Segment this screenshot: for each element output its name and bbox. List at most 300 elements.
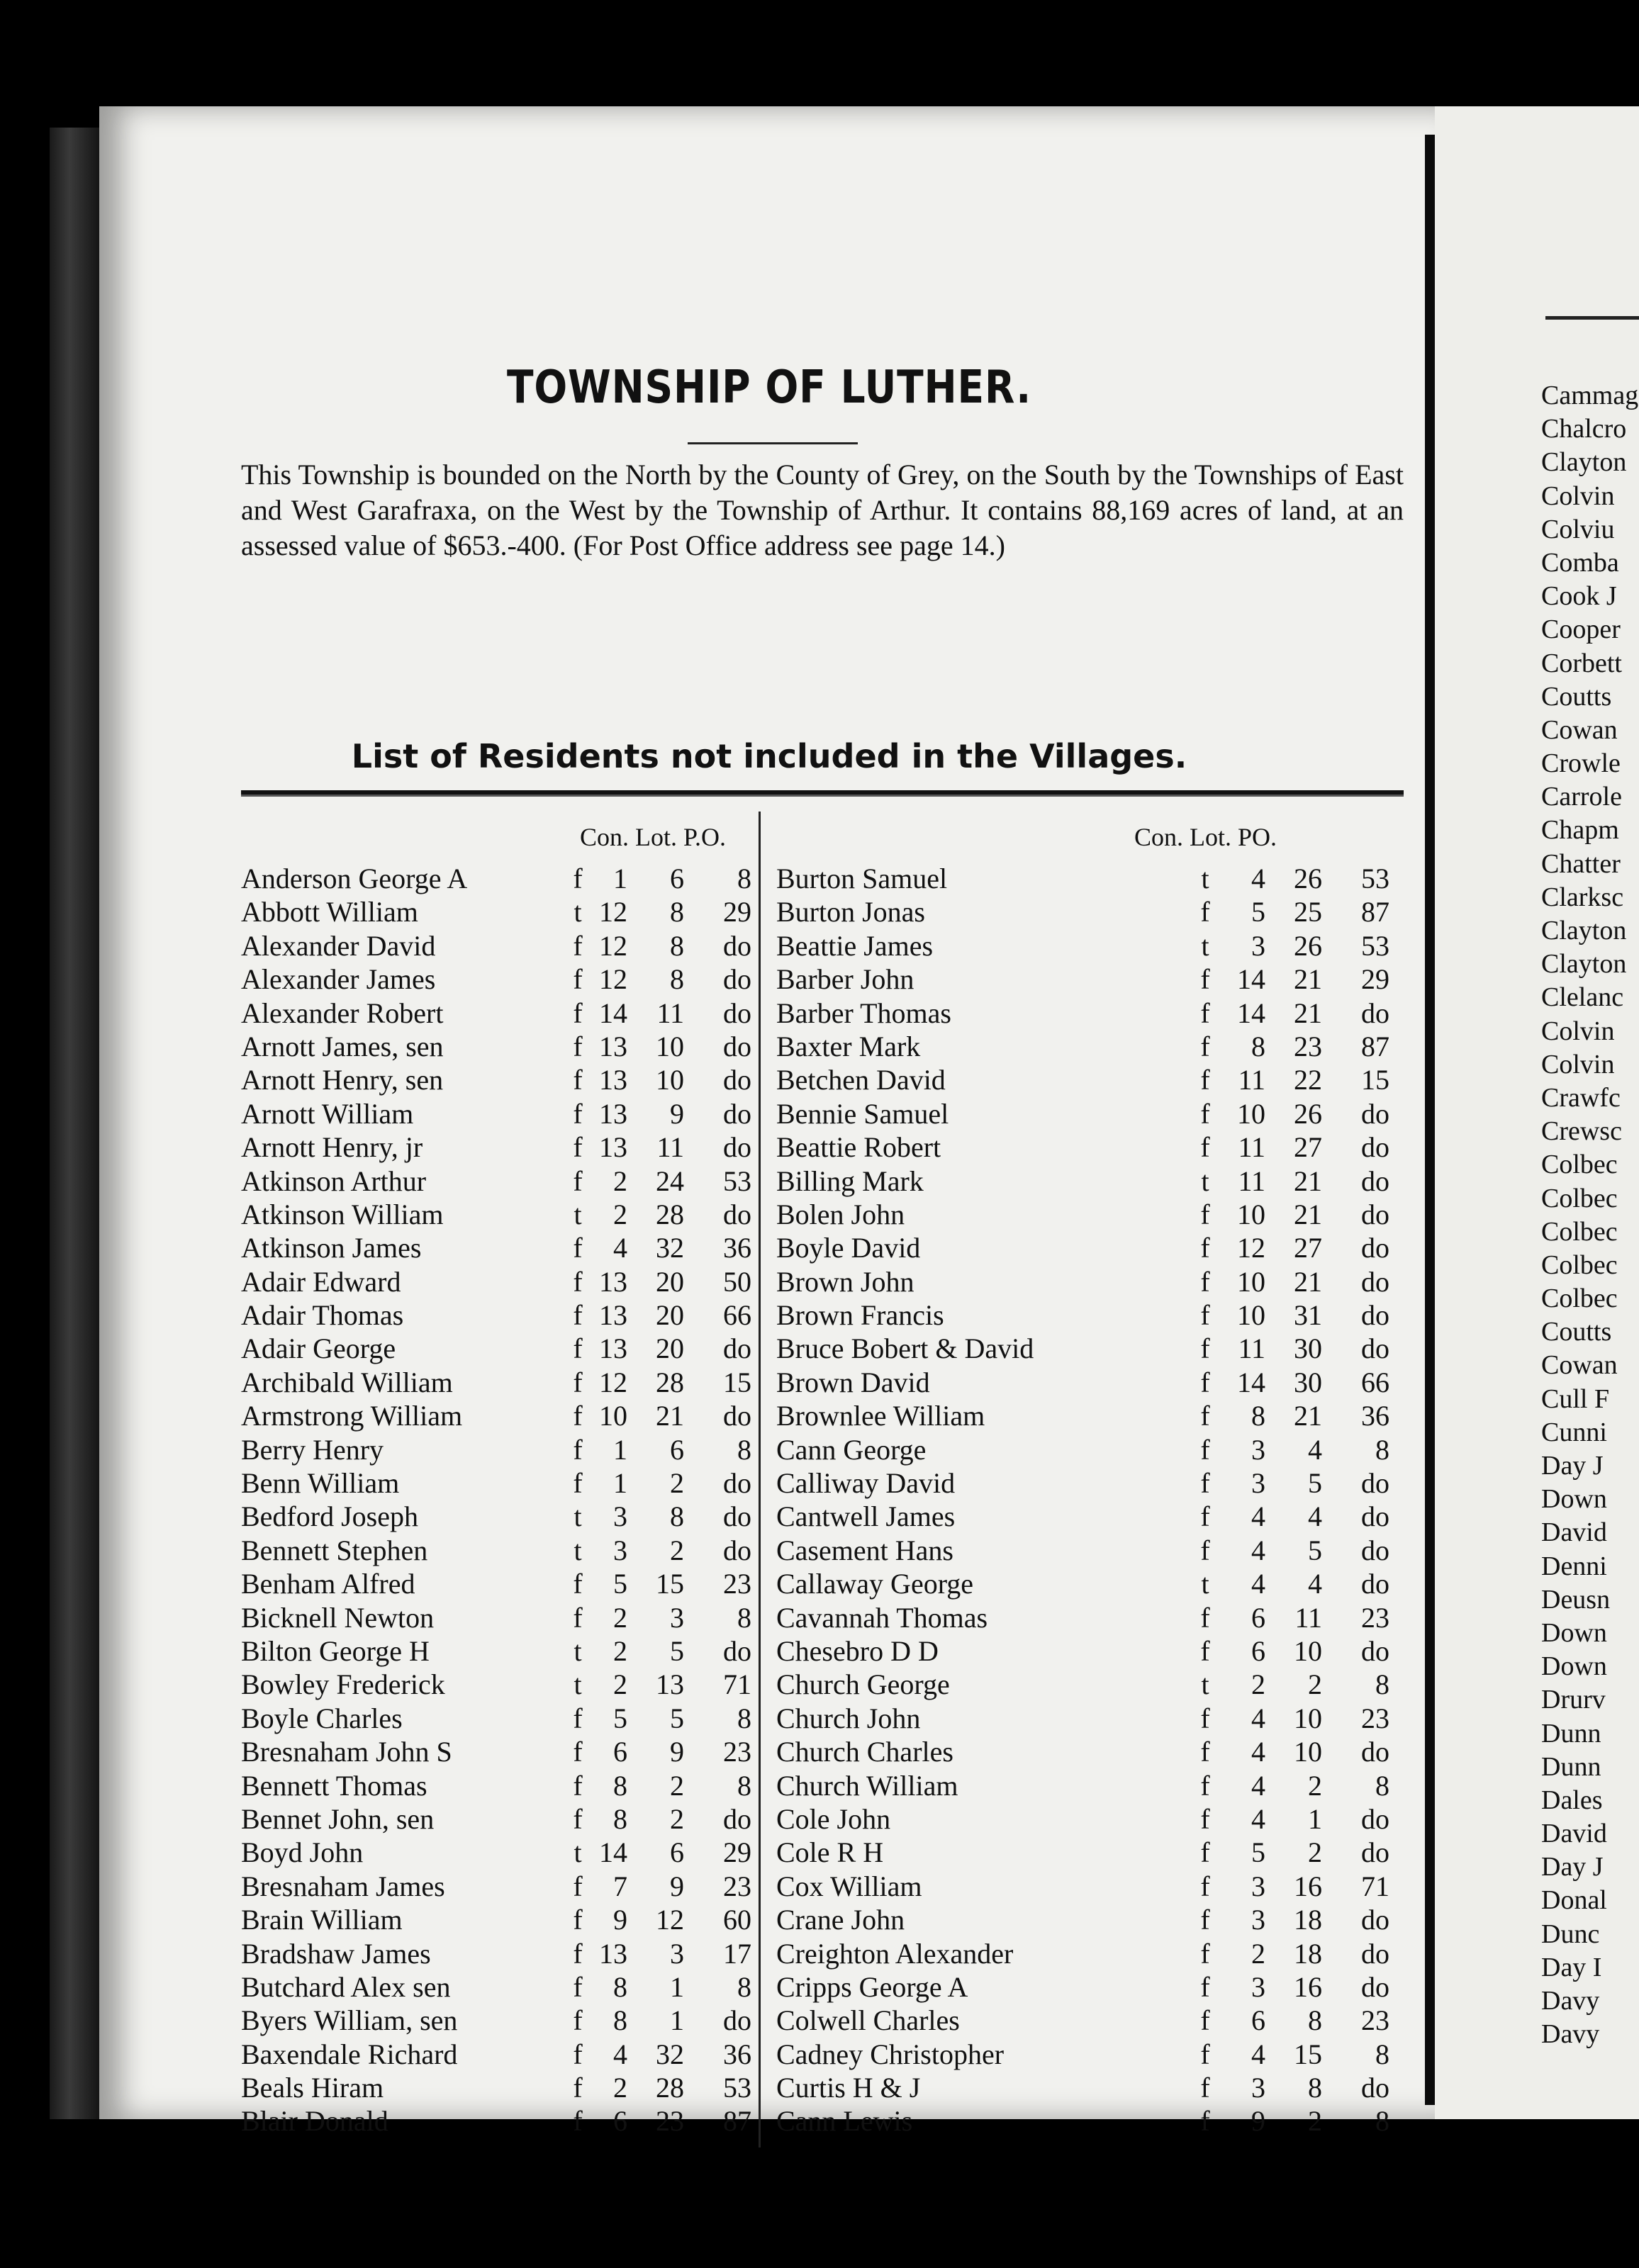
lot-number: 8 — [1308, 2072, 1322, 2104]
tenure-code: f — [1200, 1870, 1210, 1902]
facing-page-entry: Coutts — [1541, 681, 1612, 712]
facing-page-entry: Colbec — [1541, 1183, 1618, 1213]
facing-page-entry: Clayton — [1541, 949, 1627, 979]
resident-name: Byers William, sen — [241, 2004, 458, 2037]
concession-number: 6 — [613, 2105, 627, 2138]
facing-page-entry: Dunn — [1541, 1718, 1601, 1748]
facing-page-entry: Coutts — [1541, 1317, 1612, 1347]
concession-number: 14 — [1237, 963, 1265, 996]
title-rule — [688, 442, 858, 444]
concession-number: 4 — [1251, 1534, 1265, 1566]
resident-row — [241, 1702, 751, 1735]
list-subtitle: List of Residents not included in the Villages. — [351, 737, 1187, 775]
tenure-code: t — [574, 1198, 582, 1230]
resident-name: Cann Lewis — [776, 2105, 913, 2138]
post-office-number: do — [1361, 1299, 1389, 1332]
concession-number: 14 — [599, 1836, 627, 1869]
resident-name: Anderson George A — [241, 863, 468, 894]
subtitle-rule — [241, 790, 1404, 797]
tenure-code: f — [573, 2072, 583, 2104]
post-office-number: 23 — [1361, 1601, 1389, 1634]
post-office-number: 23 — [1361, 2004, 1389, 2037]
post-office-number: 29 — [723, 1836, 751, 1869]
tenure-code: f — [573, 1064, 583, 1096]
tenure-code: t — [574, 1500, 582, 1533]
facing-page-entry: Colvin — [1541, 1016, 1615, 1046]
resident-row — [776, 929, 1400, 962]
facing-page-list — [1541, 379, 1638, 2051]
post-office-number: 50 — [723, 1265, 751, 1298]
concession-number: 4 — [613, 2038, 627, 2070]
resident-name: Church Charles — [776, 1736, 953, 1768]
left-resident-list — [241, 862, 751, 2138]
tenure-code: f — [573, 1232, 583, 1264]
resident-row — [241, 1399, 751, 1432]
tenure-code: f — [1200, 997, 1210, 1029]
lot-number: 2 — [670, 1802, 684, 1835]
tenure-code: f — [573, 2004, 583, 2037]
tenure-code: f — [1200, 1736, 1210, 1768]
resident-row — [776, 1332, 1400, 1365]
resident-row — [776, 1433, 1400, 1466]
post-office-number: 36 — [723, 1232, 751, 1264]
resident-row — [241, 1030, 751, 1063]
resident-name: Calliway David — [776, 1467, 956, 1500]
concession-number: 13 — [599, 1937, 627, 1970]
resident-row — [776, 1198, 1400, 1231]
facing-page-entry: Dales — [1541, 1785, 1603, 1815]
resident-row — [241, 895, 751, 928]
column-divider — [759, 812, 761, 2148]
resident-row — [241, 862, 751, 895]
concession-number: 9 — [613, 1904, 627, 1936]
post-office-number: 8 — [737, 1769, 751, 1802]
resident-name: Boyle Charles — [241, 1702, 403, 1734]
lot-number: 6 — [670, 1836, 684, 1869]
facing-page-entry: Davy — [1541, 2019, 1600, 2050]
facing-page-entry: Colvin — [1541, 481, 1615, 511]
lot-number: 10 — [1294, 1702, 1322, 1734]
resident-row — [241, 1466, 751, 1500]
tenure-code: t — [574, 896, 582, 928]
resident-name: Brain William — [241, 1904, 403, 1936]
lot-number: 4 — [1308, 1568, 1322, 1600]
resident-name: Cantwell James — [776, 1500, 956, 1533]
resident-name: Archibald William — [241, 1366, 453, 1398]
facing-page-entry: Clayton — [1541, 447, 1627, 478]
facing-page-entry: Cammag — [1541, 381, 1639, 410]
concession-number: 3 — [1251, 1433, 1265, 1466]
concession-number: 9 — [1251, 2105, 1265, 2138]
resident-name: Cann George — [776, 1433, 927, 1466]
post-office-number: do — [1361, 997, 1389, 1029]
resident-name: Atkinson Arthur — [241, 1164, 427, 1197]
post-office-number: do — [1361, 1265, 1389, 1298]
resident-name: Church John — [776, 1702, 921, 1734]
resident-name: Bicknell Newton — [241, 1601, 435, 1634]
facing-page-entry: David — [1541, 1517, 1607, 1548]
resident-row — [241, 1265, 751, 1298]
facing-page-entry: Crowle — [1541, 748, 1621, 779]
post-office-number: do — [1361, 1802, 1389, 1835]
resident-row — [776, 1970, 1400, 2004]
tenure-code: f — [1200, 896, 1210, 928]
resident-row — [776, 1634, 1400, 1668]
post-office-number: do — [1361, 1332, 1389, 1365]
lot-number: 2 — [1308, 1836, 1322, 1869]
concession-number: 11 — [1238, 1332, 1265, 1365]
concession-number: 8 — [1251, 1400, 1265, 1432]
lot-number: 27 — [1294, 1232, 1322, 1264]
intro-paragraph: This Township is bounded on the North by the County of Grey, on the South by the Townships of East and West Garafraxa, on the West by the Township of Arthur. It contains 88,169 acres of land, at an assessed value of $653.-400. (For Post Office address see page 14.) — [241, 459, 1404, 561]
tenure-code: f — [1200, 1702, 1210, 1734]
resident-row — [776, 1836, 1400, 1869]
resident-name: Church George — [776, 1668, 950, 1701]
lot-number: 4 — [1308, 1500, 1322, 1533]
tenure-code: f — [573, 963, 583, 996]
concession-number: 1 — [613, 863, 627, 894]
post-office-number: 36 — [1361, 1400, 1389, 1432]
post-office-number: do — [1361, 1131, 1389, 1164]
resident-row — [776, 1164, 1400, 1198]
resident-name: Bradshaw James — [241, 1937, 431, 1970]
tenure-code: f — [1200, 1601, 1210, 1634]
resident-name: Arnott Henry, jr — [241, 1131, 423, 1164]
facing-page-entry: Colbec — [1541, 1284, 1618, 1314]
tenure-code: f — [573, 1433, 583, 1466]
concession-number: 2 — [613, 1601, 627, 1634]
post-office-number: 71 — [1361, 1870, 1389, 1902]
resident-name: Arnott William — [241, 1097, 414, 1130]
lot-number: 4 — [1308, 1433, 1322, 1466]
post-office-number: do — [723, 1400, 751, 1432]
resident-name: Butchard Alex sen — [241, 1970, 451, 2003]
resident-row — [776, 1870, 1400, 1903]
resident-row — [776, 1298, 1400, 1332]
resident-row — [241, 1198, 751, 1231]
lot-number: 2 — [670, 1467, 684, 1500]
resident-row — [776, 2004, 1400, 2037]
lot-number: 8 — [670, 929, 684, 962]
post-office-number: 8 — [737, 1970, 751, 2003]
book-binding — [50, 128, 99, 2119]
resident-row — [776, 1130, 1400, 1164]
lot-number: 28 — [656, 2072, 684, 2104]
concession-number: 3 — [613, 1500, 627, 1533]
resident-row — [776, 1937, 1400, 1970]
lot-number: 2 — [1308, 1668, 1322, 1701]
resident-name: Billing Mark — [776, 1164, 924, 1197]
resident-row — [776, 1231, 1400, 1264]
tenure-code: f — [1200, 1198, 1210, 1230]
tenure-code: f — [573, 1970, 583, 2003]
post-office-number: 36 — [723, 2038, 751, 2070]
tenure-code: f — [573, 1904, 583, 1936]
tenure-code: f — [573, 1802, 583, 1835]
lot-number: 11 — [1294, 1601, 1322, 1634]
post-office-number: do — [723, 997, 751, 1029]
concession-number: 14 — [1237, 997, 1265, 1029]
concession-number: 12 — [1237, 1232, 1265, 1264]
resident-name: Cole R H — [776, 1836, 884, 1869]
concession-number: 13 — [599, 1299, 627, 1332]
concession-number: 1 — [613, 1433, 627, 1466]
facing-page-entry: Carrole — [1541, 782, 1622, 812]
lot-number: 23 — [1294, 1030, 1322, 1062]
post-office-number: 53 — [723, 1164, 751, 1197]
right-column-header: Con. Lot. PO. — [1134, 823, 1277, 851]
concession-number: 4 — [1251, 2038, 1265, 2070]
resident-row — [776, 1567, 1400, 1600]
facing-page-entry: Drurv — [1541, 1685, 1606, 1715]
resident-name: Casement Hans — [776, 1534, 953, 1566]
post-office-number: do — [723, 1332, 751, 1365]
lot-number: 9 — [670, 1870, 684, 1902]
post-office-number: do — [1361, 1904, 1389, 1936]
resident-name: Atkinson William — [241, 1198, 444, 1230]
facing-page-entry: Colviu — [1541, 514, 1615, 544]
lot-number: 27 — [1294, 1131, 1322, 1164]
lot-number: 18 — [1294, 1904, 1322, 1936]
concession-number: 13 — [599, 1097, 627, 1130]
tenure-code: f — [573, 1400, 583, 1432]
resident-name: Bedford Joseph — [241, 1500, 418, 1533]
resident-name: Benham Alfred — [241, 1568, 415, 1600]
resident-row — [776, 1903, 1400, 1936]
lot-number: 28 — [656, 1366, 684, 1398]
post-office-number: 23 — [1361, 1702, 1389, 1734]
resident-name: Bennie Samuel — [776, 1097, 949, 1130]
resident-row — [241, 1130, 751, 1164]
concession-number: 5 — [1251, 1836, 1265, 1869]
concession-number: 13 — [599, 1064, 627, 1096]
lot-number: 21 — [1294, 1198, 1322, 1230]
concession-number: 13 — [599, 1332, 627, 1365]
resident-name: Abbott William — [241, 896, 418, 928]
concession-number: 4 — [1251, 863, 1265, 894]
concession-number: 6 — [1251, 1634, 1265, 1667]
lot-number: 5 — [1308, 1534, 1322, 1566]
facing-page-entry: Dunn — [1541, 1751, 1601, 1782]
page-title: TOWNSHIP OF LUTHER. — [506, 361, 1032, 414]
lot-number: 3 — [670, 1601, 684, 1634]
lot-number: 21 — [1294, 997, 1322, 1029]
lot-number: 8 — [1308, 2004, 1322, 2037]
lot-number: 21 — [656, 1400, 684, 1432]
tenure-code: f — [1200, 1097, 1210, 1130]
post-office-number: do — [723, 1634, 751, 1667]
post-office-number: do — [723, 1802, 751, 1835]
facing-page-entry: Day J — [1541, 1451, 1604, 1481]
tenure-code: f — [573, 1937, 583, 1970]
resident-name: Adair Thomas — [241, 1299, 404, 1332]
resident-name: Curtis H & J — [776, 2072, 921, 2104]
concession-number: 8 — [613, 1769, 627, 1802]
facing-page-entry: Clelanc — [1541, 982, 1624, 1013]
facing-page-entry: Down — [1541, 1617, 1607, 1648]
resident-row — [241, 1164, 751, 1198]
post-office-number: 8 — [1375, 1433, 1389, 1466]
tenure-code: f — [1200, 1366, 1210, 1398]
facing-page-entry: Corbett — [1541, 648, 1622, 678]
lot-number: 10 — [656, 1030, 684, 1062]
post-office-number: 17 — [723, 1937, 751, 1970]
resident-row — [776, 2038, 1400, 2071]
resident-name: Cox William — [776, 1870, 922, 1902]
lot-number: 10 — [1294, 1736, 1322, 1768]
resident-row — [776, 997, 1400, 1030]
lot-number: 11 — [656, 1131, 684, 1164]
resident-name: Benn William — [241, 1467, 400, 1500]
resident-row — [241, 1870, 751, 1903]
tenure-code: t — [1201, 863, 1209, 894]
post-office-number: do — [1361, 1970, 1389, 2003]
resident-row — [241, 1097, 751, 1130]
tenure-code: t — [1201, 1164, 1209, 1197]
resident-name: Burton Samuel — [776, 863, 948, 894]
resident-name: Cavannah Thomas — [776, 1601, 988, 1634]
facing-page-entry: Crewsc — [1541, 1116, 1622, 1147]
resident-name: Bruce Bobert & David — [776, 1332, 1034, 1365]
lot-number: 31 — [1294, 1299, 1322, 1332]
post-office-number: 87 — [1361, 896, 1389, 928]
resident-row — [776, 895, 1400, 928]
tenure-code: f — [573, 1030, 583, 1062]
post-office-number: do — [723, 1097, 751, 1130]
concession-number: 1 — [613, 1467, 627, 1500]
resident-name: Colwell Charles — [776, 2004, 960, 2037]
post-office-number: do — [723, 1534, 751, 1566]
tenure-code: t — [574, 1668, 582, 1701]
resident-name: Barber Thomas — [776, 997, 951, 1029]
resident-name: Baxter Mark — [776, 1030, 921, 1062]
facing-page-entry: Colvin — [1541, 1049, 1615, 1079]
facing-page-entry: Down — [1541, 1651, 1607, 1682]
resident-row — [776, 1265, 1400, 1298]
concession-number: 6 — [1251, 1601, 1265, 1634]
lot-number: 26 — [1294, 863, 1322, 894]
concession-number: 3 — [1251, 1970, 1265, 2003]
resident-name: Creighton Alexander — [776, 1937, 1014, 1970]
resident-row — [776, 1802, 1400, 1836]
post-office-number: do — [1361, 1097, 1389, 1130]
facing-page-entry: Denni — [1541, 1551, 1607, 1581]
left-column-header: Con. Lot. P.O. — [580, 823, 727, 851]
facing-page-entry: Cull F — [1541, 1383, 1610, 1414]
resident-row — [776, 862, 1400, 895]
resident-row — [241, 1735, 751, 1768]
concession-number: 4 — [1251, 1802, 1265, 1835]
resident-row — [776, 1769, 1400, 1802]
lot-number: 21 — [1294, 1400, 1322, 1432]
concession-number: 4 — [1251, 1702, 1265, 1734]
post-office-number: 23 — [723, 1870, 751, 1902]
page-gutter — [1425, 135, 1435, 2105]
facing-page-entry: Comba — [1541, 547, 1619, 578]
resident-row — [776, 1399, 1400, 1432]
tenure-code: f — [573, 2105, 583, 2138]
resident-row — [241, 997, 751, 1030]
resident-row — [241, 1500, 751, 1533]
resident-name: Adair George — [241, 1332, 396, 1365]
resident-row — [776, 1466, 1400, 1500]
concession-number: 8 — [613, 2004, 627, 2037]
concession-number: 5 — [1251, 896, 1265, 928]
resident-name: Adair Edward — [241, 1265, 401, 1298]
resident-row — [776, 962, 1400, 996]
lot-number: 5 — [670, 1634, 684, 1667]
concession-number: 12 — [599, 929, 627, 962]
facing-page-entry: Clayton — [1541, 916, 1627, 945]
post-office-number: 8 — [737, 1702, 751, 1734]
concession-number: 11 — [1238, 1164, 1265, 1197]
resident-name: Cripps George A — [776, 1970, 968, 2003]
concession-number: 2 — [613, 1164, 627, 1197]
facing-page-entry: Davy — [1541, 1986, 1600, 2016]
resident-name: Church William — [776, 1769, 958, 1802]
facing-page-entry: Colbec — [1541, 1150, 1618, 1180]
resident-name: Callaway George — [776, 1568, 974, 1600]
resident-name: Burton Jonas — [776, 896, 925, 928]
lot-number: 6 — [670, 863, 684, 894]
post-office-number: 8 — [737, 1601, 751, 1634]
resident-row — [776, 1601, 1400, 1634]
resident-row — [241, 1903, 751, 1936]
post-office-number: 29 — [1361, 963, 1389, 996]
resident-row — [241, 1298, 751, 1332]
lot-number: 6 — [670, 1433, 684, 1466]
tenure-code: f — [573, 1702, 583, 1734]
lot-number: 26 — [1294, 1097, 1322, 1130]
tenure-code: f — [1200, 1332, 1210, 1365]
resident-row — [776, 2071, 1400, 2104]
tenure-code: f — [1200, 1299, 1210, 1332]
facing-page-entry: Cowan — [1541, 1350, 1618, 1381]
lot-number: 2 — [1308, 2105, 1322, 2138]
resident-name: Baxendale Richard — [241, 2038, 458, 2070]
tenure-code: f — [1200, 1836, 1210, 1869]
resident-name: Arnott Henry, sen — [241, 1064, 444, 1096]
concession-number: 10 — [1237, 1097, 1265, 1130]
post-office-number: 15 — [1361, 1064, 1389, 1096]
tenure-code: f — [573, 1870, 583, 1902]
tenure-code: f — [1200, 2072, 1210, 2104]
concession-number: 2 — [613, 1634, 627, 1667]
post-office-number: 60 — [723, 1904, 751, 1936]
concession-number: 10 — [1237, 1198, 1265, 1230]
facing-page-entry: Donal — [1541, 1885, 1607, 1916]
concession-number: 8 — [1251, 1030, 1265, 1062]
concession-number: 13 — [599, 1265, 627, 1298]
lot-number: 10 — [656, 1064, 684, 1096]
concession-number: 8 — [613, 1970, 627, 2003]
lot-number: 8 — [670, 896, 684, 928]
tenure-code: f — [573, 1601, 583, 1634]
lot-number: 5 — [1308, 1467, 1322, 1500]
lot-number: 25 — [1294, 896, 1322, 928]
post-office-number: do — [723, 929, 751, 962]
concession-number: 3 — [1251, 2072, 1265, 2104]
resident-name: Alexander David — [241, 929, 436, 962]
concession-number: 7 — [613, 1870, 627, 1902]
concession-number: 3 — [1251, 1904, 1265, 1936]
post-office-number: do — [723, 1131, 751, 1164]
post-office-number: 53 — [723, 2072, 751, 2104]
lot-number: 20 — [656, 1332, 684, 1365]
lot-number: 9 — [670, 1097, 684, 1130]
resident-row — [776, 1735, 1400, 1768]
resident-row — [776, 2104, 1400, 2138]
